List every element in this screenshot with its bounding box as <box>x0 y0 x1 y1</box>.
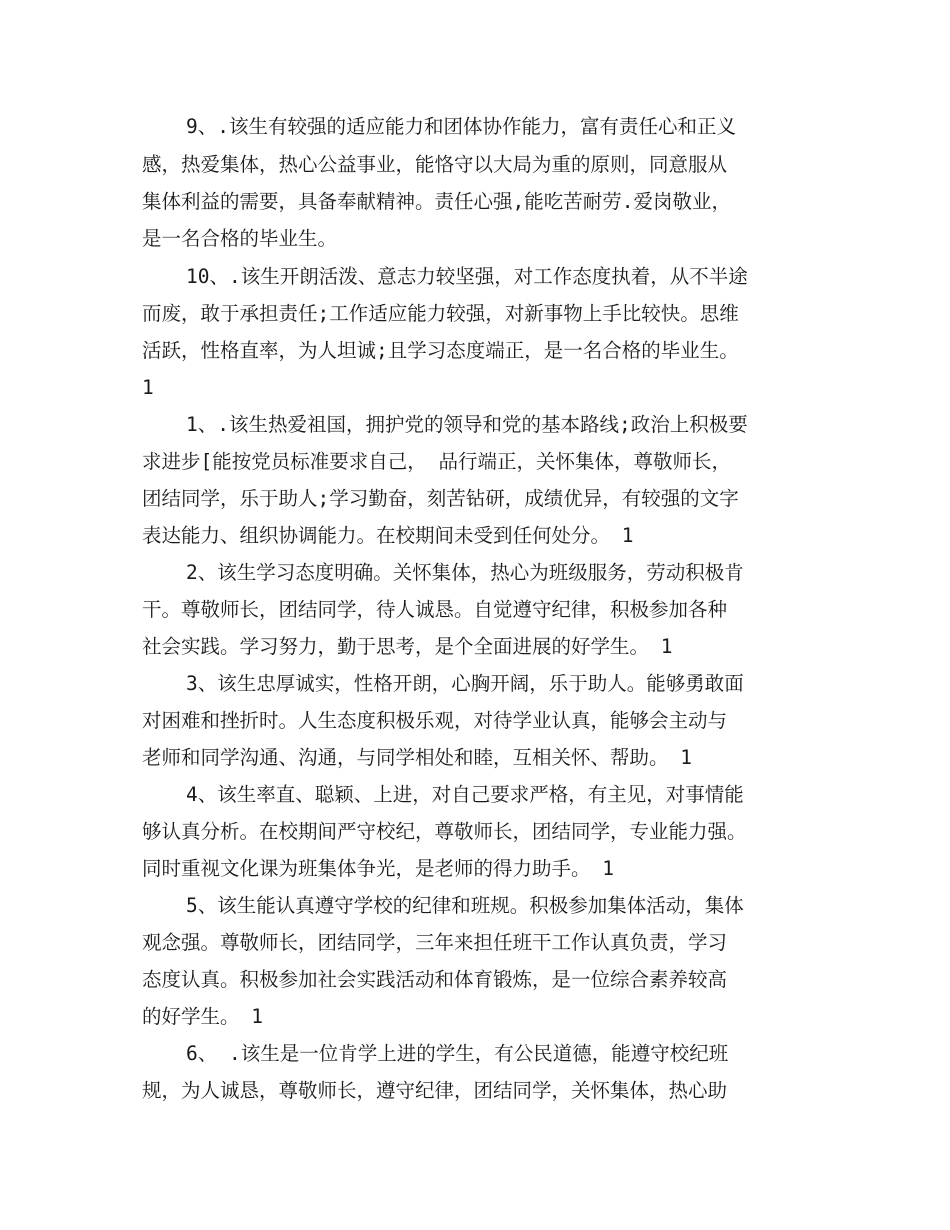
text-line: 2、该生学习态度明确。关怀集体，热心为班级服务，劳动积极肯 <box>186 561 744 584</box>
text-line: 1、.该生热爱祖国，拥护党的领导和党的基本路线;政治上积极要 <box>186 413 748 436</box>
text-line: 态度认真。积极参加社会实践活动和体育锻炼，是一位综合素养较高 <box>142 968 728 991</box>
text-line: 3、该生忠厚诚实，性格开朗，心胸开阔，乐于助人。能够勇敢面 <box>186 672 744 695</box>
text-line: 是一名合格的毕业生。 <box>142 227 338 250</box>
text-line: 规，为人诚恳，尊敬师长，遵守纪律，团结同学，关怀集体，热心助 <box>142 1079 728 1102</box>
text-line: 求进步[能按党员标准要求自己， 品行端正，关怀集体，尊敬师长， <box>142 450 731 473</box>
text-line: 表达能力、组织协调能力。在校期间未受到任何处分。 1 <box>142 524 634 547</box>
text-line: 对困难和挫折时。人生态度积极乐观，对待学业认真，能够会主动与 <box>142 709 728 732</box>
text-line: 的好学生。 1 <box>142 1005 263 1028</box>
text-line: 10、.该生开朗活泼、意志力较坚强，对工作态度执着，从不半途 <box>186 265 748 288</box>
text-line: 6、 .该生是一位肯学上进的学生，有公民道德，能遵守校纪班 <box>186 1042 729 1065</box>
text-line: 5、该生能认真遵守学校的纪律和班规。积极参加集体活动，集体 <box>186 894 744 917</box>
text-line: 社会实践。学习努力，勤于思考，是个全面进展的好学生。 1 <box>142 635 673 658</box>
text-line: 够认真分析。在校期间严守校纪，尊敬师长，团结同学，专业能力强。 <box>142 820 747 843</box>
text-line: 4、该生率直、聪颖、上进，对自己要求严格，有主见，对事情能 <box>186 783 744 806</box>
text-line: 团结同学，乐于助人;学习勤奋，刻苦钻研，成绩优异，有较强的文字 <box>142 487 739 510</box>
text-line: 活跃，性格直率，为人坦诚;且学习态度端正，是一名合格的毕业生。 <box>142 339 739 362</box>
text-line: 同时重视文化课为班集体争光，是老师的得力助手。 1 <box>142 857 614 880</box>
text-line: 1 <box>142 376 154 399</box>
text-line: 9、.该生有较强的适应能力和团体协作能力，富有责任心和正义 <box>186 115 736 138</box>
text-line: 老师和同学沟通、沟通，与同学相处和睦，互相关怀、帮助。 1 <box>142 746 692 769</box>
text-line: 集体利益的需要，具备奉献精神。责任心强,能吃苦耐劳.爱岗敬业， <box>142 190 731 213</box>
text-line: 观念强。尊敬师长，团结同学，三年来担任班干工作认真负责，学习 <box>142 931 728 954</box>
text-line: 感，热爱集体，热心公益事业，能恪守以大局为重的原则，同意服从 <box>142 153 728 176</box>
text-line: 而废，敢于承担责任;工作适应能力较强，对新事物上手比较快。思维 <box>142 302 739 325</box>
text-line: 干。尊敬师长，团结同学，待人诚恳。自觉遵守纪律，积极参加各种 <box>142 598 728 621</box>
